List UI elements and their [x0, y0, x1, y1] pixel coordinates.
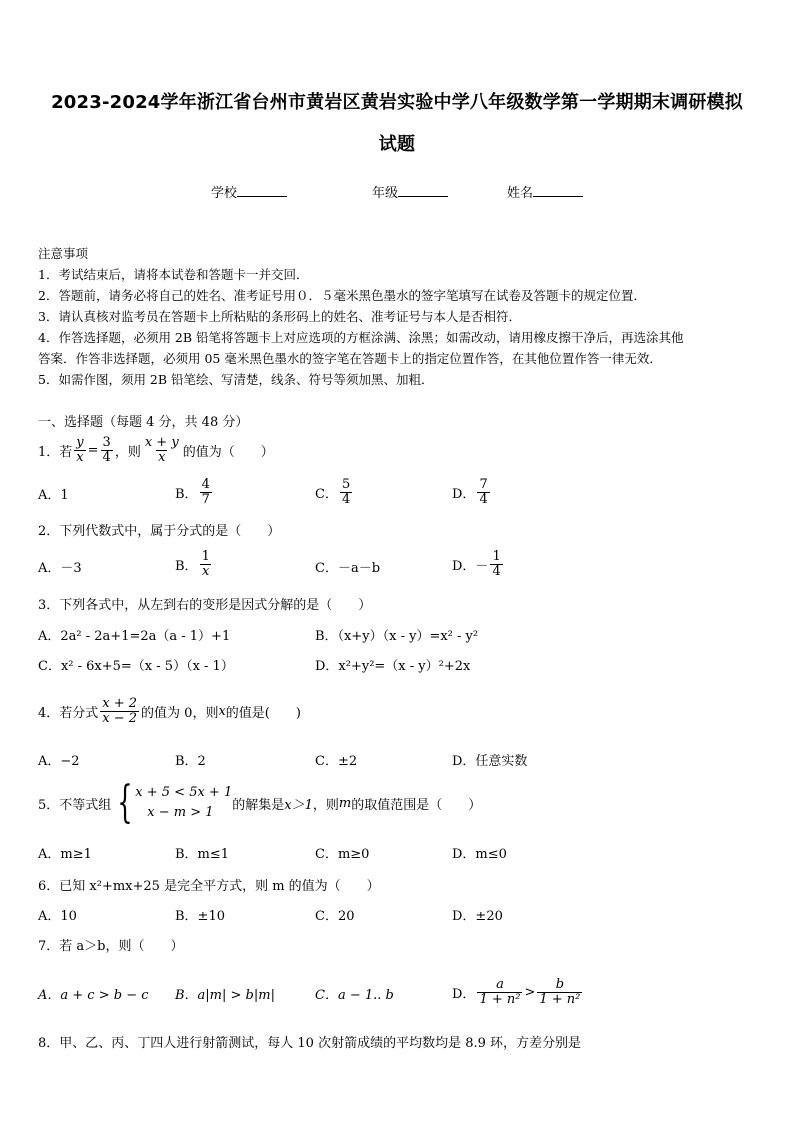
q7-option-c: C．a − 1.. b	[315, 988, 394, 1003]
q7-d-d2: 1 + n²	[539, 991, 581, 1007]
question-6: 6．已知 x²+mx+25 是完全平方式，则 m 的值为（ ）	[38, 879, 380, 894]
q5-mid: 的解集是	[232, 797, 285, 813]
school-label: 学校	[211, 186, 238, 201]
q4-option-b: B．2	[175, 754, 206, 769]
question-1	[38, 432, 274, 468]
q4-option-a: A．−2	[38, 754, 80, 769]
q4-tail: 的值是( )	[225, 705, 301, 721]
q1-fraction-y-over-x	[74, 436, 85, 464]
name-blank	[533, 183, 583, 197]
q2-d-den: 4	[492, 563, 501, 579]
q5-row-1: x + 5 < 5x + 1	[135, 785, 233, 800]
q1-f3-num: x + y	[144, 434, 179, 450]
school-blank	[237, 183, 287, 197]
question-3: 3．下列各式中，从左到右的变形是因式分解的是（ ）	[38, 598, 372, 613]
q3-option-b: B．（x+y）（x - y）=x² - y²	[315, 629, 479, 644]
school-field	[211, 182, 287, 201]
q2-option-b-label: B．	[175, 558, 198, 574]
q2-option-d-label: D．－	[452, 558, 489, 574]
q5-row-2: x − m > 1	[147, 805, 214, 820]
q1-number: 1．若	[38, 444, 73, 460]
q7-option-b: B．a|m| > b|m|	[175, 988, 275, 1003]
q5-condition: x＞1	[284, 797, 313, 813]
q5-tail: 的取值范围是（ ）	[351, 797, 482, 813]
q3-option-a: A．2a² - 2a+1=2a（a - 1）+1	[38, 629, 231, 644]
q5-option-c: C．m≥0	[315, 847, 370, 862]
question-7: 7．若 a＞b，则（ ）	[38, 939, 184, 954]
q3-option-c: C．x² - 6x+5=（x - 5）（x - 1）	[38, 659, 234, 674]
q1-f1-num: y	[76, 434, 84, 450]
q4-num: x + 2	[102, 695, 138, 711]
q7-d-n2: b	[555, 976, 565, 992]
q2-option-b-fraction	[200, 550, 212, 578]
q7-d-n1: a	[496, 976, 504, 992]
q1-then: ，则	[114, 444, 141, 460]
q1-b-num: 4	[201, 476, 210, 492]
q1-d-den: 4	[479, 491, 488, 507]
q2-option-b	[175, 545, 214, 583]
q1-fraction-xy-over-x	[143, 436, 181, 464]
note-item: 1．考试结束后，请将本试卷和答题卡一并交回．	[38, 267, 309, 282]
q6-option-a: A．10	[38, 909, 77, 924]
q1-fraction-3-4	[101, 436, 113, 464]
notes-heading: 注意事项	[38, 246, 89, 261]
q1-b-den: 7	[201, 491, 210, 507]
q7-d-fraction-2	[537, 978, 582, 1006]
q6-option-b: B．±10	[175, 909, 225, 924]
section-heading: 一、选择题（每题 4 分，共 48 分）	[38, 415, 249, 430]
q1-option-c	[315, 473, 354, 511]
grade-blank	[398, 183, 448, 197]
q1-option-c-label: C．	[315, 486, 338, 502]
q1-option-d-fraction	[477, 478, 489, 506]
q5-option-d: D．m≤0	[452, 847, 507, 862]
q2-b-den: x	[202, 563, 210, 579]
question-5	[38, 777, 482, 828]
page-title: 2023-2024学年浙江省台州市黄岩区黄岩实验中学八年级数学第一学期期末调研模拟	[51, 92, 743, 113]
q7-option-a: A．a + c > b − c	[38, 988, 149, 1003]
q7-d-fraction-1	[477, 978, 522, 1006]
q1-c-num: 5	[341, 476, 351, 492]
q4-option-d: D．任意实数	[452, 754, 528, 769]
q4-den: x − 2	[102, 710, 138, 726]
q1-option-d	[452, 473, 492, 511]
q2-option-c: C．－a－b	[315, 561, 381, 576]
q1-f2-den: 4	[102, 449, 111, 465]
q2-b-num: 1	[201, 548, 210, 564]
q2-option-a: A．－3	[38, 561, 82, 576]
note-item: 5．如需作图，须用 2B 铅笔绘、写清楚，线条、符号等须加黑、加粗．	[38, 372, 434, 387]
q6-option-d: D．±20	[452, 909, 503, 924]
grade-label: 年级	[372, 186, 399, 201]
q4-mid: 的值为 0，则	[141, 705, 219, 721]
q2-option-d-fraction	[490, 550, 502, 578]
grade-field	[372, 182, 448, 201]
question-2: 2．下列代数式中，属于分式的是（ ）	[38, 524, 281, 539]
q5-option-b: B．m≤1	[175, 847, 230, 862]
q7-d-operator: >	[524, 984, 536, 1000]
note-item: 答案．作答非选择题，必须用 05 毫米黑色墨水的签字笔在答题卡上的指定位置作答，在其他位置作答一律无效．	[38, 351, 662, 366]
page-title-line2: 试题	[378, 134, 416, 155]
question-8: 8．甲、乙、丙、丁四人进行射箭测试，每人 10 次射箭成绩的平均数均是 8.9 环，方差分别是	[38, 1036, 582, 1051]
q1-f2-num: 3	[102, 434, 111, 450]
q5-option-a: A．m≥1	[38, 847, 92, 862]
q5-system	[135, 783, 232, 823]
q3-option-d: D．x²+y²=（x - y）²+2x	[315, 659, 471, 674]
q4-var: x	[218, 703, 226, 719]
q6-option-c: C．20	[315, 909, 355, 924]
q7-option-d	[452, 972, 584, 1012]
name-label: 姓名	[507, 186, 534, 201]
q2-option-d	[452, 545, 505, 583]
q1-option-b-label: B．	[175, 486, 198, 502]
q1-tail: 的值为（ ）	[182, 444, 274, 460]
q1-d-num: 7	[479, 476, 488, 492]
q1-option-d-label: D．	[452, 486, 476, 502]
q2-d-num: 1	[492, 548, 501, 564]
q1-f3-den: x	[158, 449, 166, 465]
q5-var: m	[338, 795, 352, 811]
q5-prefix: 5．不等式组	[38, 797, 112, 813]
q4-option-c: C．±2	[315, 754, 358, 769]
name-field	[507, 182, 583, 201]
q4-prefix: 4．若分式	[38, 705, 99, 721]
q1-option-c-fraction	[340, 478, 352, 506]
q1-option-a: A．1	[38, 488, 69, 503]
q1-f1-den: x	[76, 449, 84, 465]
q1-equals: =	[87, 442, 99, 458]
note-item: 2．答题前，请务必将自己的姓名、准考证号用０．５毫米黑色墨水的签字笔填写在试卷及答题卡的规定位置．	[38, 288, 646, 303]
question-4	[38, 691, 301, 731]
q1-option-b-fraction	[200, 478, 212, 506]
q7-d-d1: 1 + n²	[479, 991, 521, 1007]
q1-option-b	[175, 473, 214, 511]
q1-c-den: 4	[341, 491, 351, 507]
q7-option-d-label: D．	[452, 986, 476, 1002]
brace-icon: {	[117, 777, 133, 828]
q4-fraction	[100, 697, 139, 725]
q5-mid2: ，则	[312, 797, 339, 813]
note-item: 4．作答选择题，必须用 2B 铅笔将答题卡上对应选项的方框涂满、涂黑；如需改动，请用橡皮擦干净后，再选涂其他	[38, 330, 684, 345]
note-item: 3．请认真核对监考员在答题卡上所粘贴的条形码上的姓名、准考证号与本人是否相符．	[38, 309, 521, 324]
